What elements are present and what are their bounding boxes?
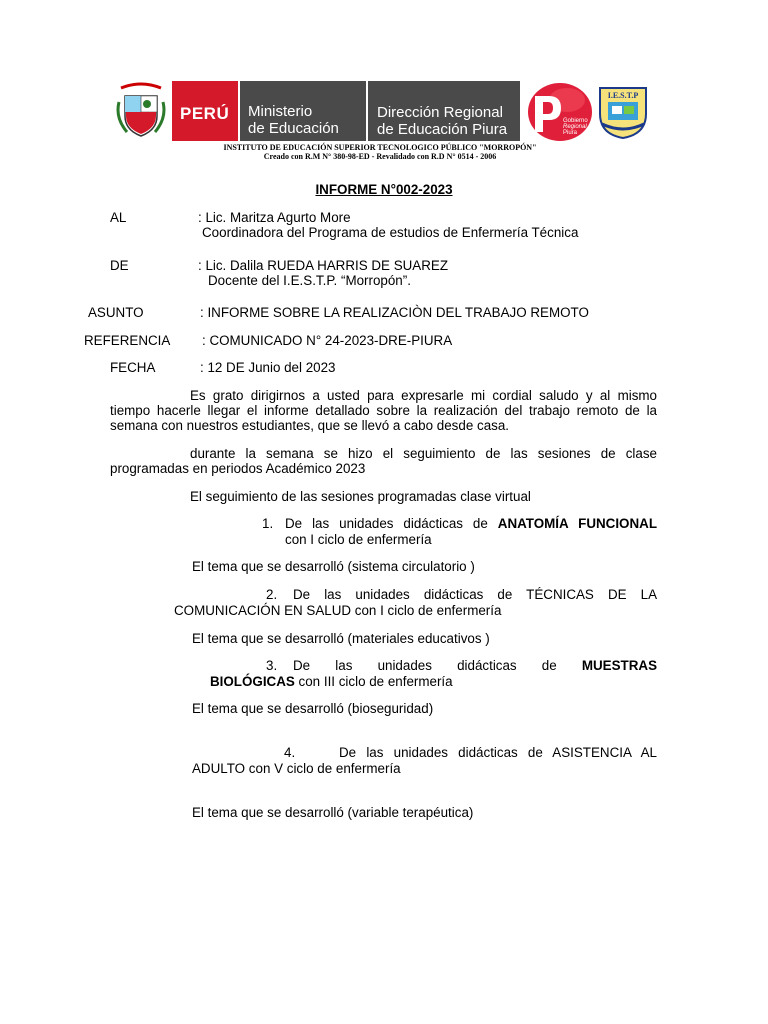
institute-name: INSTITUTO DE EDUCACIÓN SUPERIOR TECNOLOGICO PÚBLICO "MORROPÓN" [223, 143, 537, 152]
al-role: Coordinadora del Programa de estudios de Enfermería Técnica [202, 225, 579, 240]
gob-line-1: Gobierno [563, 118, 588, 124]
item-subject: ANATOMÍA FUNCIONAL [497, 516, 657, 531]
list-number: 3. [266, 658, 278, 673]
gobierno-regional-piura-logo [527, 82, 593, 142]
iestp-label: I.E.S.T.P [607, 91, 639, 100]
item-subject: MUESTRAS [581, 658, 657, 673]
dre-line-1: Dirección Regional [377, 104, 503, 121]
list-item-line [285, 516, 657, 532]
list-item-line: De las unidades didácticas de TÉCNICAS DE LA [293, 587, 657, 602]
item-text: De las unidades didácticas de [293, 658, 582, 673]
item-subject: BIOLÓGICAS [210, 674, 295, 689]
de-role: Docente del I.E.S.T.P. “Morropón”. [208, 273, 411, 288]
list-item-line: con I ciclo de enfermería [285, 532, 432, 547]
al-value: : Lic. Maritza Agurto More [198, 210, 351, 225]
paragraph-line: semana con nuestros estudiantes, que se llevó a cabo desde casa. [110, 418, 509, 433]
report-title: INFORME N°002-2023 [315, 182, 453, 197]
fecha-label: FECHA [110, 360, 156, 375]
banner-divider [366, 81, 368, 141]
referencia-label: REFERENCIA [84, 333, 171, 348]
de-label: DE [110, 258, 129, 273]
de-value: : Lic. Dalila RUEDA HARRIS DE SUAREZ [198, 258, 449, 273]
paragraph-line: durante la semana se hizo el seguimiento de las sesiones de clase [190, 446, 657, 461]
item-text: con III ciclo de enfermería [294, 674, 453, 689]
peru-label: PERÚ [180, 104, 230, 123]
institute-creation: Creado con R.M N° 380-98-ED - Revalidado con R.D N° 0514 - 2006 [263, 152, 497, 161]
gob-line-2: Regional [563, 124, 587, 130]
list-item-line [210, 674, 453, 690]
fecha-value: : 12 DE Junio del 2023 [200, 360, 336, 375]
iestp-morropon-logo [596, 84, 650, 140]
list-item-line [293, 658, 657, 674]
list-item-line: De las unidades didácticas de ASISTENCIA AL [339, 745, 657, 760]
topic-line: El tema que se desarrolló (variable terapéutica) [192, 805, 474, 820]
list-item-line: ADULTO con V ciclo de enfermería [192, 761, 401, 776]
banner-divider [238, 81, 240, 141]
institute-info [120, 143, 640, 161]
topic-line: El tema que se desarrolló (sistema circulatorio ) [192, 559, 475, 574]
dre-line-2: de Educación Piura [377, 121, 508, 138]
al-label: AL [110, 210, 127, 225]
gob-line-3: Piura [563, 130, 578, 136]
list-number: 2. [266, 587, 278, 602]
dre-name [377, 104, 507, 138]
paragraph-line: tiempo hacerle llegar el informe detallado sobre la realización del trabajo remoto de la [110, 403, 657, 418]
list-number: 1. [262, 516, 274, 531]
peru-coat-of-arms-logo [115, 82, 167, 140]
list-item-line: COMUNICACIÓN EN SALUD con I ciclo de enfermería [174, 603, 502, 618]
paragraph-line: programadas en periodos Académico 2023 [110, 461, 366, 476]
referencia-value: : COMUNICADO N° 24-2023-DRE-PIURA [202, 333, 453, 348]
ministry-line-1: Ministerio [248, 103, 313, 120]
asunto-label: ASUNTO [88, 305, 144, 320]
paragraph-line: Es grato dirigirnos a usted para expresarle mi cordial saludo y al mismo [190, 388, 657, 403]
list-number: 4. [284, 745, 296, 760]
paragraph-line: El seguimiento de las sesiones programadas clase virtual [190, 489, 531, 504]
topic-line: El tema que se desarrolló (bioseguridad) [192, 701, 434, 716]
item-text: De las unidades didácticas de [285, 516, 498, 531]
asunto-value: : INFORME SOBRE LA REALIZACIÒN DEL TRABAJO REMOTO [200, 305, 589, 320]
ministry-line-2: de Educación [248, 120, 339, 137]
ministry-name [248, 103, 339, 137]
topic-line: El tema que se desarrolló (materiales educativos ) [192, 631, 490, 646]
